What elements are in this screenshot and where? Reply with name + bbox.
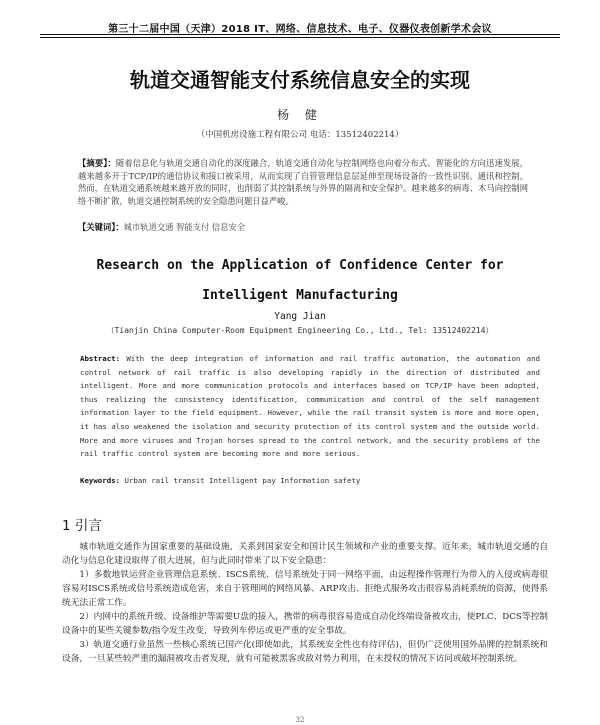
chinese-affiliation: （中国机房设施工程有限公司 电话：13512402214）	[196, 130, 404, 140]
section-heading-introduction: 1 引言	[62, 518, 102, 534]
body-paragraph: 1）多数地铁运营企业管理信息系统、ISCS系统、信号系统处于同一网络平面，由远程操作管理行为带入的入侵或病毒很容易对ISCS系统或信号系统造成危害，来自于管理网的网络风暴、ARP攻击、拒绝式服务攻击很容易消耗系统的资源，使得系统无法正常工作。	[62, 570, 548, 608]
english-abstract-label: Abstract:	[80, 354, 121, 363]
body-paragraph: 3）轨道交通行业虽然一些核心系统已国产化(即使如此，其系统安全性也有待评估)，但仍广泛使用国外品牌的控制系统和设备，一旦某些较严重的漏洞被攻击者发现，就有可能被黑客或敌对势力利用，在未授权的情况下访问或破坏控制系统。	[62, 640, 548, 664]
page-number: 32	[295, 716, 305, 724]
chinese-abstract-text: 随着信息化与轨道交通自动化的深度融合，轨道交通自动化与控制网络也向着分布式、智能化的方向迅速发展，越来越多开于TCP/IP的通信协议和接口被采用，从而实现了自管管理信息层延伸至现场设备的一致性识别、通讯和控制。然而，在轨道交通系统越来越开放的同时，也削弱了其控制系统与外界的隔离和安全保护。越来越多的病毒、木马向控制网络不断扩散，轨道交通控制系统的安全隐患问题日益严峻。	[78, 158, 528, 206]
chinese-keywords	[78, 221, 528, 233]
chinese-keywords-label: 【关键词】：	[78, 222, 124, 232]
english-title-line2: Intelligent Manufacturing	[202, 288, 398, 303]
english-keywords-text: Urban rail transit Intelligent pay Information safety	[120, 476, 361, 485]
header-rule-thin	[40, 37, 560, 38]
section-body	[62, 540, 548, 666]
chinese-abstract-label: 【摘要】：	[78, 158, 116, 168]
english-title-line1: Research on the Application of Confidence Center for	[96, 258, 504, 273]
chinese-title: 轨道交通智能支付系统信息安全的实现	[130, 68, 470, 92]
body-paragraph: 2）内网中的系统升级、设备维护等需要U盘的接入，携带的病毒很容易造成自动化终端设备被攻击，使PLC、DCS等控制设备中的某些关键参数/指令发生改变，导致列车停运或更严重的安全事故。	[62, 612, 548, 636]
english-abstract-text: With the deep integration of information and rail traffic automation, the automation and control network of rail traffic is also developing rapidly in the direction of distributed and intelligent. More and more communication protocols and interfaces based on TCP/IP have been adopted, thus realizing the consistency identification, communication and control of the self management information layer to the field equipment. However, while the rail transit system is more and more open, it has also weakened the isolation and security protection of its control system and the outside world. More and more viruses and Trojan horses spread to the control network, and the security problems of the rail traffic control system are becoming more and more serious.	[80, 354, 540, 459]
running-header: 第三十二届中国（天津）2018 IT、网络、信息技术、电子、仪器仪表创新学术会议	[108, 24, 492, 35]
chinese-abstract	[78, 157, 528, 207]
english-abstract	[80, 352, 540, 461]
chinese-author: 杨 健	[277, 108, 323, 122]
body-paragraph: 城市轨道交通作为国家重要的基础设施，关系到国家安全和国计民生领域和产业的重要支撑。近年来，城市轨道交通的自动化与信息化建设取得了很大进展，但与此同时带来了以下安全隐患：	[62, 542, 548, 566]
chinese-keywords-text: 城市轨道交通 智能支付 信息安全	[123, 222, 246, 232]
english-keywords-label: Keywords:	[80, 476, 121, 485]
header-rule-thick	[40, 34, 560, 35]
english-affiliation: （Tianjin China Computer-Room Equipment Engineering Co., Ltd., Tel: 13512402214）	[106, 326, 494, 335]
english-keywords	[80, 476, 540, 485]
english-author: Yang Jian	[274, 311, 326, 322]
